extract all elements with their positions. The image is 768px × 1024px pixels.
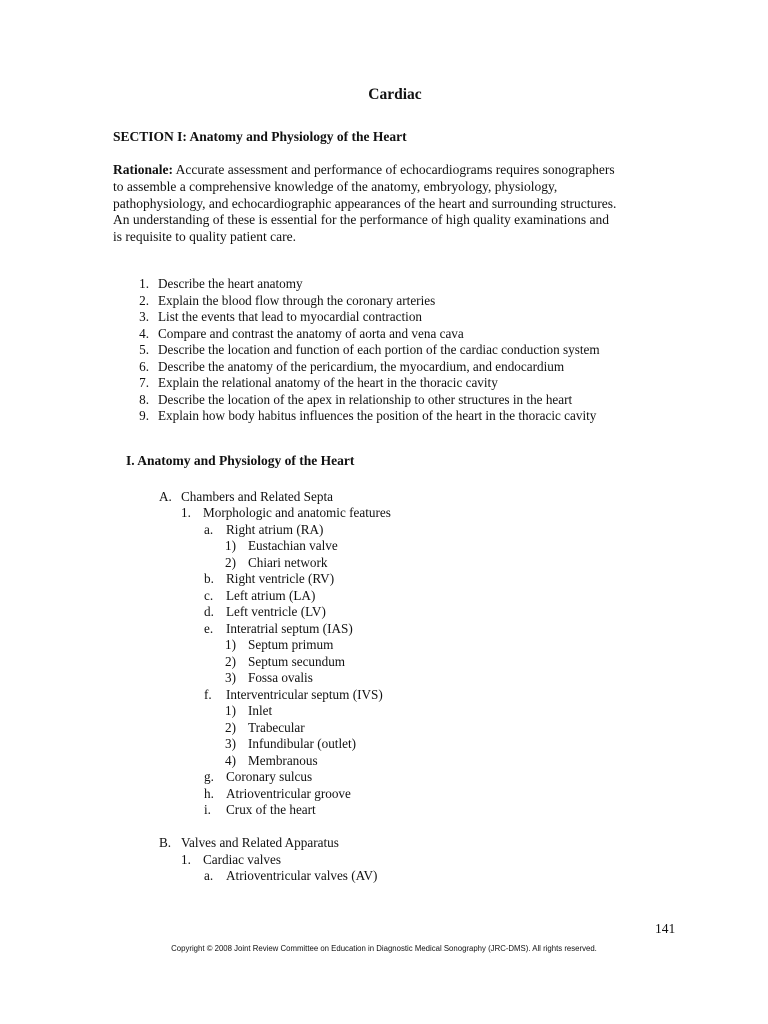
outline-marker: e. xyxy=(204,620,214,636)
outline-text: Membranous xyxy=(248,752,318,768)
objective-number: 8. xyxy=(139,391,149,407)
objective-text: List the events that lead to myocardial contraction xyxy=(158,309,423,324)
outline-marker: 1) xyxy=(225,637,236,652)
objective-text: Describe the location and function of each portion of the cardiac conduction system xyxy=(158,342,600,357)
outline-text: Interventricular septum (IVS) xyxy=(226,686,383,702)
rationale-text: Accurate assessment and performance of echocardiograms requires sonographers xyxy=(173,162,615,177)
objective-text: Explain how body habitus influences the position of the heart in the thoracic cavity xyxy=(158,408,597,423)
outline-marker: h. xyxy=(204,785,214,801)
page-number: 141 xyxy=(655,921,676,936)
outline-marker: d. xyxy=(204,604,214,619)
outline-text: Right atrium (RA) xyxy=(226,521,324,537)
outline-text: Infundibular (outlet) xyxy=(248,736,357,751)
objective-text: Explain the blood flow through the coronary arteries xyxy=(158,292,436,308)
objective-text: Describe the anatomy of the pericardium, the myocardium, and endocardium xyxy=(158,358,565,374)
outline-marker: a. xyxy=(204,868,214,883)
outline-text: Septum secundum xyxy=(248,653,346,669)
rationale-line-2: to assemble a comprehensive knowledge of the anatomy, embryology, physiology, xyxy=(113,178,558,194)
outline-marker: g. xyxy=(204,769,214,784)
outline-text: Crux of the heart xyxy=(226,802,316,817)
outline-marker: 1) xyxy=(225,703,236,718)
rationale-line-1 xyxy=(113,162,683,179)
outline-heading: I. Anatomy and Physiology of the Heart xyxy=(126,453,355,468)
objective-number: 2. xyxy=(139,292,149,308)
copyright-notice: Copyright © 2008 Joint Review Committee on Education in Diagnostic Medical Sonography (JRC-DMS). All rights reserved. xyxy=(171,944,597,953)
objective-number: 5. xyxy=(139,342,149,357)
outline-marker: 1) xyxy=(225,538,236,553)
outline-marker: B. xyxy=(159,835,172,850)
objective-text: Explain the relational anatomy of the heart in the thoracic cavity xyxy=(158,375,498,390)
outline-marker: 4) xyxy=(225,752,236,768)
outline-text: Septum primum xyxy=(248,637,334,652)
outline-marker: A. xyxy=(159,488,172,504)
outline-text: Left atrium (LA) xyxy=(226,587,316,603)
outline-text: Fossa ovalis xyxy=(248,670,313,685)
outline-text: Coronary sulcus xyxy=(226,769,313,784)
outline-text: Chambers and Related Septa xyxy=(181,488,333,504)
rationale-paragraph xyxy=(113,162,683,246)
objective-text: Compare and contrast the anatomy of aorta and vena cava xyxy=(158,325,464,341)
objective-number: 4. xyxy=(139,325,149,341)
section-heading: SECTION I: Anatomy and Physiology of the Heart xyxy=(113,129,407,144)
outline-marker: 2) xyxy=(225,653,236,669)
outline-marker: c. xyxy=(204,587,214,603)
outline-marker: f. xyxy=(204,686,212,702)
page-title: Cardiac xyxy=(368,86,422,103)
rationale-line-4: An understanding of these is essential for the performance of high quality examinations and xyxy=(113,212,609,228)
outline-text: Inlet xyxy=(248,703,273,718)
outline-text: Left ventricle (LV) xyxy=(226,604,326,619)
outline-text: Trabecular xyxy=(248,719,305,735)
outline-text: Chiari network xyxy=(248,554,328,570)
outline-text: Morphologic and anatomic features xyxy=(203,505,391,520)
outline-text: Atrioventricular groove xyxy=(226,785,351,801)
objective-number: 7. xyxy=(139,375,149,390)
rationale-line-3: pathophysiology, and echocardiographic appearances of the heart and surrounding structures. xyxy=(113,195,617,211)
outline-marker: 1. xyxy=(181,851,191,867)
outline-marker: i. xyxy=(204,802,211,817)
outline-marker: 2) xyxy=(225,554,236,570)
outline-marker: 3) xyxy=(225,736,236,751)
outline-marker: 3) xyxy=(225,670,236,685)
objective-text: Describe the heart anatomy xyxy=(158,276,303,291)
outline-text: Eustachian valve xyxy=(248,538,338,553)
objective-number: 1. xyxy=(139,276,149,291)
outline-text: Interatrial septum (IAS) xyxy=(226,620,353,636)
outline-marker: 2) xyxy=(225,719,236,735)
outline-text: Atrioventricular valves (AV) xyxy=(226,868,378,883)
objective-text: Describe the location of the apex in relationship to other structures in the heart xyxy=(158,391,573,407)
outline-marker: b. xyxy=(204,571,214,586)
objective-number: 3. xyxy=(139,309,149,324)
objective-number: 6. xyxy=(139,358,149,374)
rationale-line-5: is requisite to quality patient care. xyxy=(113,229,296,245)
outline-marker: a. xyxy=(204,521,214,537)
outline-marker: 1. xyxy=(181,505,191,520)
outline-text: Valves and Related Apparatus xyxy=(181,835,339,850)
objective-number: 9. xyxy=(139,408,149,423)
rationale-label: Rationale: xyxy=(113,162,173,177)
outline-text: Cardiac valves xyxy=(203,851,281,867)
outline-text: Right ventricle (RV) xyxy=(226,571,335,586)
